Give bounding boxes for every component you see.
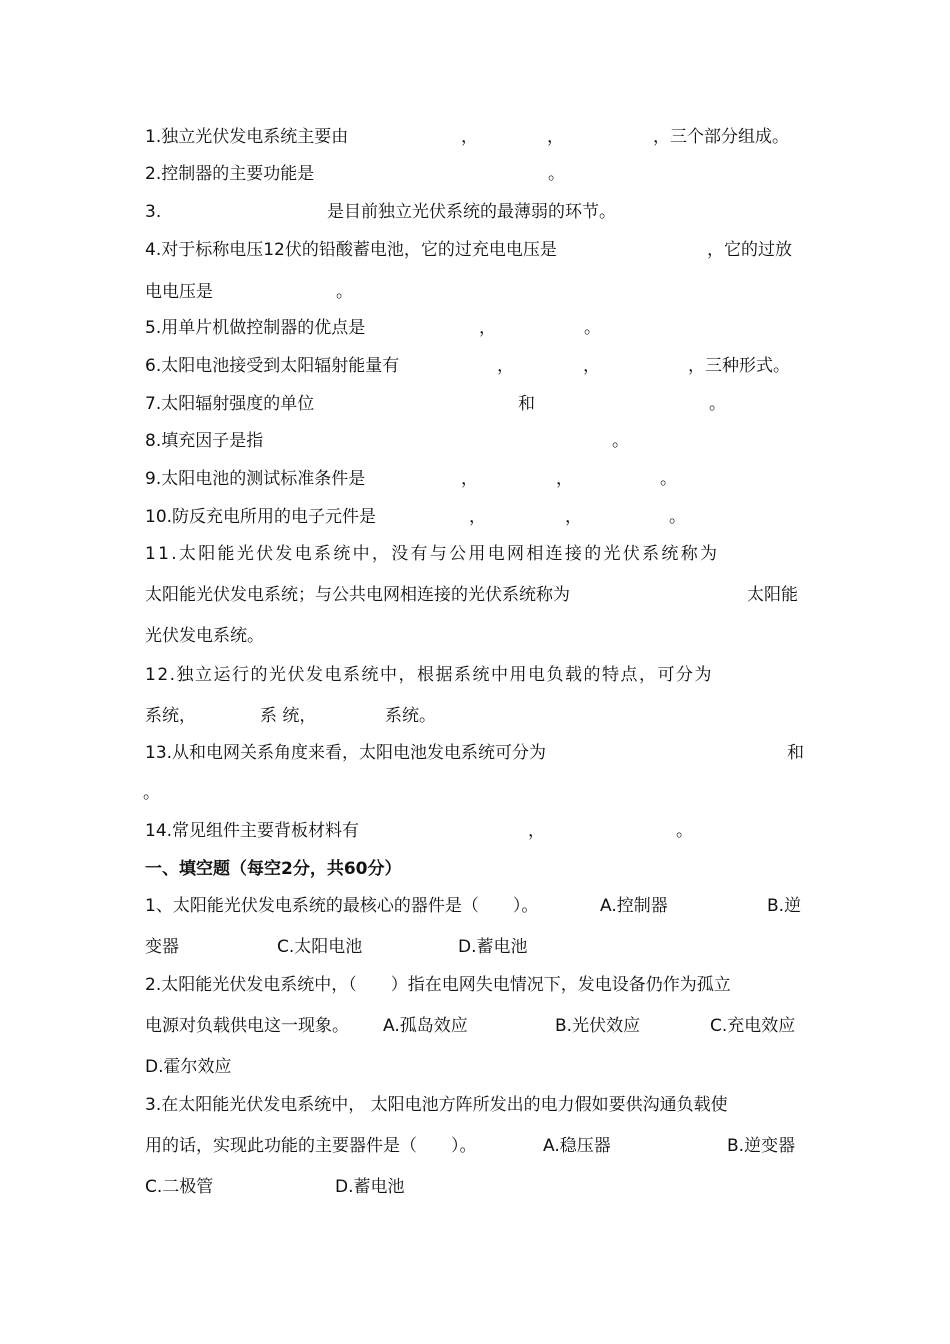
q11-text-1: 11.太阳能光伏发电系统中，没有与公用电网相连接的光伏系统称为	[145, 544, 720, 564]
mc1-option-d: D.蓄电池	[458, 937, 528, 957]
mc3-option-d: D.蓄电池	[335, 1177, 405, 1197]
q10-tail: 。	[669, 507, 686, 527]
section-title: 一、填空题（每空2分，共60分）	[145, 859, 402, 879]
q3-text: 3.	[145, 202, 162, 222]
mc3-option-c: C.二极管	[145, 1177, 214, 1197]
q4-cont-tail: 。	[336, 282, 353, 302]
q1-text: 1.独立光伏发电系统主要由	[145, 127, 349, 147]
q13-and: 和	[787, 743, 804, 763]
q2-text: 2.控制器的主要功能是	[145, 164, 315, 184]
q9-tail: 。	[660, 469, 677, 489]
q9-text: 9.太阳电池的测试标准条件是	[145, 469, 366, 489]
q12-text-1: 12.独立运行的光伏发电系统中，根据系统中用电负载的特点，可分为	[145, 665, 714, 685]
q1-comma-2: ，	[547, 127, 564, 147]
mc3-stem-2: 用的话，实现此功能的主要器件是（ ）。	[145, 1136, 477, 1156]
q5-comma: ，	[479, 318, 496, 338]
mc2-stem-1: 2.太阳能光伏发电系统中，（ ）指在电网失电情况下，发电设备仍作为孤立	[145, 975, 731, 995]
q13-cont: 。	[143, 783, 160, 803]
q11-text-2: 太阳能光伏发电系统；与公共电网相连接的光伏系统称为	[145, 585, 570, 605]
mc2-option-b: B.光伏效应	[555, 1016, 641, 1036]
q9-comma-1: ，	[461, 469, 478, 489]
mc2-option-d: D.霍尔效应	[145, 1057, 232, 1077]
mc2-stem-2: 电源对负载供电这一现象。	[145, 1016, 349, 1036]
q5-tail: 。	[584, 318, 601, 338]
q8-tail: 。	[612, 431, 629, 451]
q10-text: 10.防反充电所用的电子元件是	[145, 507, 377, 527]
q12-option-1: 系统，	[145, 706, 196, 726]
q4-cont-text: 电电压是	[145, 282, 213, 302]
mc1-option-a: A.控制器	[600, 896, 668, 916]
mc1-option-c: C.太阳电池	[277, 937, 363, 957]
q1-tail: ，三个部分组成。	[653, 127, 789, 147]
q6-tail: ，三种形式。	[688, 356, 790, 376]
mc3-option-a: A.稳压器	[543, 1136, 611, 1156]
q6-comma-1: ，	[497, 356, 514, 376]
q14-comma: ，	[528, 821, 545, 841]
q12-option-3: 系统。	[385, 706, 436, 726]
q6-comma-2: ，	[583, 356, 600, 376]
mc1-option-b: B.逆	[767, 896, 802, 916]
q6-text: 6.太阳电池接受到太阳辐射能量有	[145, 356, 400, 376]
q14-text: 14.常见组件主要背板材料有	[145, 821, 360, 841]
q10-comma-2: ，	[565, 507, 582, 527]
q3-tail: 是目前独立光伏系统的最薄弱的环节。	[327, 202, 616, 222]
q5-text: 5.用单片机做控制器的优点是	[145, 318, 366, 338]
mc1-stem: 1、太阳能光伏发电系统的最核心的器件是（ ）。	[145, 896, 539, 916]
q7-text: 7.太阳辐射强度的单位	[145, 394, 315, 414]
q4-tail: ，它的过放	[707, 240, 792, 260]
q11-text-3: 光伏发电系统。	[145, 626, 264, 646]
mc3-stem-1: 3.在太阳能光伏发电系统中， 太阳电池方阵所发出的电力假如要供沟通负载使	[145, 1095, 728, 1115]
q1-comma-1: ，	[461, 127, 478, 147]
q2-tail: 。	[548, 164, 565, 184]
q12-option-2: 系 统，	[260, 706, 317, 726]
q7-and: 和	[518, 394, 535, 414]
mc2-option-c: C.充电效应	[710, 1016, 796, 1036]
mc2-option-a: A.孤岛效应	[383, 1016, 468, 1036]
mc1-option-b-cont: 变器	[145, 937, 179, 957]
q14-tail: 。	[676, 821, 693, 841]
q4-text: 4.对于标称电压12伏的铅酸蓄电池，它的过充电电压是	[145, 240, 557, 260]
q13-text: 13.从和电网关系角度来看，太阳电池发电系统可分为	[145, 743, 547, 763]
q11-text-2-tail: 太阳能	[747, 585, 798, 605]
mc3-option-b: B.逆变器	[727, 1136, 796, 1156]
q10-comma-1: ，	[469, 507, 486, 527]
q7-tail: 。	[709, 394, 726, 414]
q8-text: 8.填充因子是指	[145, 431, 264, 451]
q9-comma-2: ，	[556, 469, 573, 489]
